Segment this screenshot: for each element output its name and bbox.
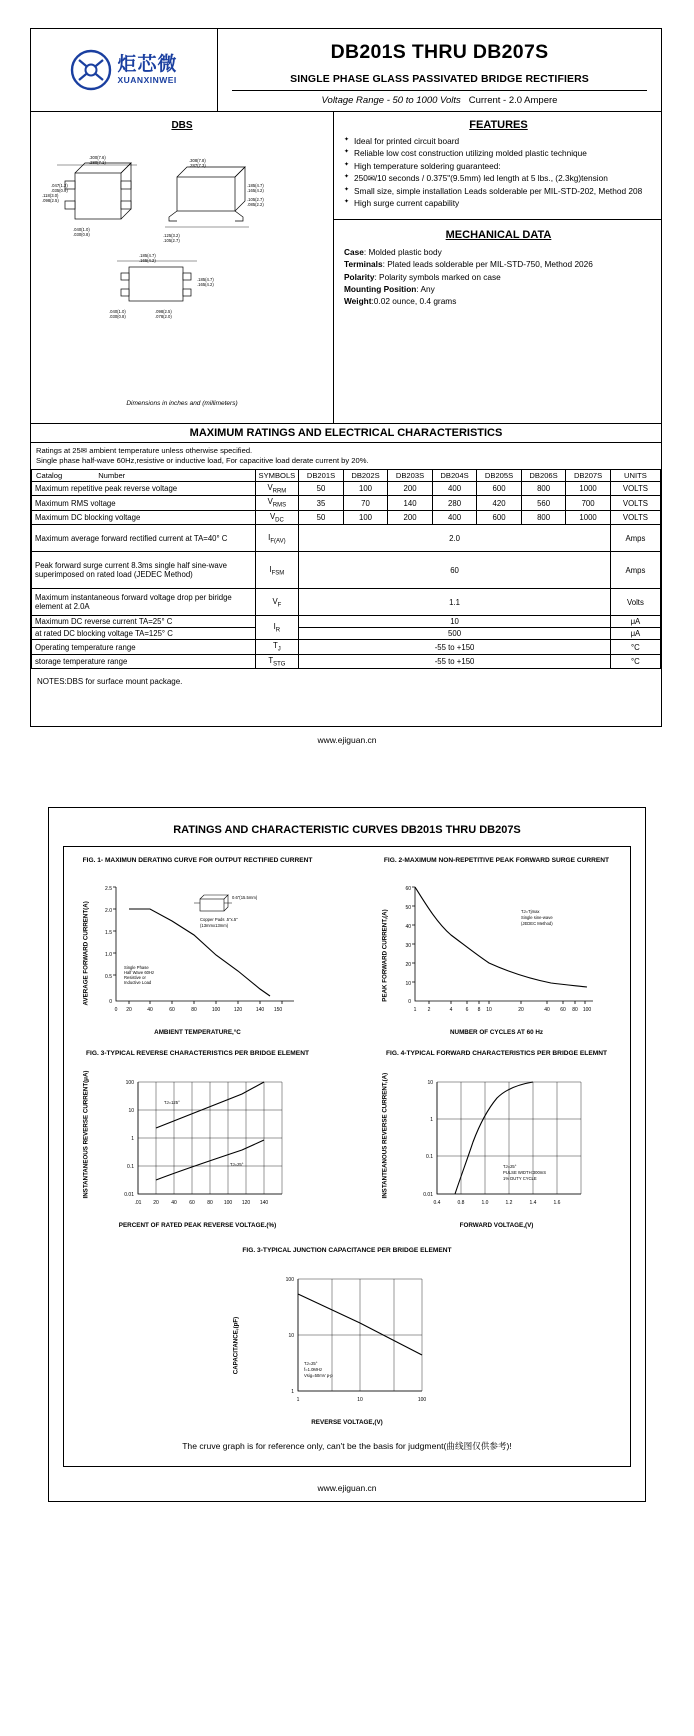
svg-text:40: 40 (147, 1007, 153, 1014)
svg-text:0.01: 0.01 (124, 1192, 134, 1199)
chart-fig2-ylabel: PEAK FORWARD CURRENT,(A) (381, 909, 389, 1003)
brand-name-cn: 炬芯微 (117, 53, 178, 76)
row-unit: Volts (610, 589, 660, 616)
chart-fig3-xlabel: PERCENT OF RATED PEAK REVERSE VOLTAGE.(%) (118, 1222, 277, 1230)
brand-name-en: XUANXINWEI (117, 74, 177, 85)
svg-text:.300(7.6): .300(7.6) (89, 155, 106, 160)
row-value: 100 (343, 510, 388, 525)
mechanical-key: Weight (344, 296, 372, 307)
svg-text:10: 10 (356, 1397, 363, 1404)
col-catalog: Catalog (36, 470, 63, 480)
row-value: 400 (432, 481, 477, 496)
chart-fig4 (369, 1050, 624, 1229)
datasheet-page (0, 28, 694, 1502)
mechanical-key: Case (344, 246, 364, 257)
row-value: 50 (299, 481, 344, 496)
svg-text:0.5: 0.5 (105, 974, 112, 981)
chart-fig1 (70, 857, 325, 1036)
svg-text:2: 2 (427, 1007, 431, 1014)
svg-text:140: 140 (259, 1200, 269, 1207)
row-symbol: $T_{STG}$ (255, 654, 299, 669)
svg-text:TJ=25°: TJ=25° (230, 1162, 244, 1168)
svg-text:1: 1 (296, 1397, 299, 1404)
svg-text:1: 1 (430, 1117, 433, 1124)
chart-fig5-title: FIG. 3-TYPICAL JUNCTION CAPACITANCE PER BRIDGE ELEMENT (242, 1247, 452, 1255)
row-value-span: 10 (299, 616, 611, 628)
mechanical-row (344, 259, 653, 270)
chart-fig4-title: FIG. 4-TYPICAL FORWARD CHARACTERISTICS PER BRIDGE ELEMNT (385, 1050, 608, 1058)
svg-text:20: 20 (518, 1007, 524, 1014)
svg-text:TJ=25°: TJ=25° (503, 1164, 517, 1170)
svg-text:.085(2.2): .085(2.2) (247, 202, 264, 207)
svg-text:100: 100 (211, 1007, 221, 1014)
svg-text:40: 40 (405, 924, 411, 931)
ratings-note-2: Single phase half-wave 60Hz,resistive or inductive load, For capacitive load derate current by 20%. (36, 455, 369, 465)
row-value: 400 (432, 510, 477, 525)
header-symbols: SYMBOLS (255, 469, 299, 481)
row-symbol: $I_R$ (255, 616, 299, 640)
table-row (32, 481, 661, 496)
curves-container (63, 846, 631, 1467)
svg-text:(JEDEC Method): (JEDEC Method) (521, 921, 553, 927)
features-list (344, 136, 653, 210)
row-symbol: $V_F$ (255, 589, 299, 616)
svg-text:40: 40 (171, 1200, 177, 1207)
chart-fig1-xlabel: AMBIENT TEMPERATURE,°C (154, 1029, 241, 1037)
dimension-note: Dimensions in inches and (millimeters) (126, 400, 238, 407)
row-value: 200 (388, 510, 433, 525)
features-mechanical-panel (334, 112, 661, 423)
page-title: DB201S THRU DB207S (330, 41, 549, 63)
curves-disclaimer: The cruve graph is for reference only, can't be the basis for judgment(曲线图仅供参考)! (182, 1441, 512, 1452)
mechanical-row (344, 296, 653, 307)
header-catalog-number (32, 469, 256, 481)
svg-text:100: 100 (582, 1007, 592, 1014)
table-row (32, 552, 661, 589)
feature-item: ✦ Ideal for printed circuit board (344, 136, 653, 147)
row-value-span: -55 to +150 (299, 654, 611, 669)
chart-fig5-plot (232, 1267, 475, 1417)
mechanical-value: :0.02 ounce, 0.4 grams (371, 296, 457, 307)
row-unit: °C (610, 640, 660, 655)
row-value: 50 (299, 510, 344, 525)
row-description: Peak forward surge current 8.3ms single half sine-wave superimposed on rated load (JEDEC Method) (32, 552, 256, 589)
row-value: 600 (477, 510, 522, 525)
svg-text:.118(3.0): .118(3.0) (42, 193, 59, 198)
header-part: DB204S (432, 469, 477, 481)
svg-text:1.5: 1.5 (105, 930, 112, 937)
row-value: 1000 (566, 481, 611, 496)
chart-fig4-ylabel: INSTANTEANOUS REVERSE CURRENT,(A) (381, 1073, 389, 1199)
svg-text:1: 1 (290, 1389, 294, 1396)
row-value: 800 (521, 510, 566, 525)
svg-text:1% DUTY CYCLE: 1% DUTY CYCLE (503, 1176, 537, 1182)
sheet-two (48, 807, 646, 1502)
row-description: Maximum average forward rectified current at TA=40° C (32, 525, 256, 552)
page-subtitle: SINGLE PHASE GLASS PASSIVATED BRIDGE RECTIFIERS (290, 73, 589, 85)
svg-text:60: 60 (405, 886, 411, 893)
svg-text:2.5: 2.5 (105, 886, 112, 893)
svg-text:TJ=125°: TJ=125° (164, 1100, 180, 1106)
voltage-current-line (222, 95, 657, 106)
table-row (32, 616, 661, 628)
svg-text:10: 10 (287, 1333, 294, 1340)
package-dimension-drawing (37, 135, 327, 415)
features-heading: FEATURES (469, 119, 528, 131)
chart-fig5-ylabel: CAPACITANCE,(pF) (232, 1317, 239, 1375)
svg-text:(13mmx13mm): (13mmx13mm) (200, 923, 229, 929)
table-row (32, 589, 661, 616)
svg-text:Vsig=50mV p-p: Vsig=50mV p-p (303, 1373, 333, 1379)
row-symbol: $I_{FSM}$ (255, 552, 299, 589)
row-description: at rated DC blocking voltage TA=125° C (32, 628, 256, 640)
table-footnote: NOTES:DBS for surface mount package. (37, 677, 183, 687)
table-row (32, 640, 661, 655)
row-value: 700 (566, 496, 611, 511)
svg-text:1: 1 (131, 1136, 134, 1143)
row-unit: μA (610, 616, 660, 628)
mechanical-heading: MECHANICAL DATA (445, 228, 552, 241)
svg-text:.030(0.8): .030(0.8) (73, 232, 90, 237)
svg-text:0.1: 0.1 (426, 1154, 433, 1161)
feature-item: ✦ Reliable low cost construction utilizing molded plastic technique (344, 148, 653, 159)
chart-fig2-xlabel: NUMBER OF CYCLES AT 60 Hz (449, 1029, 544, 1037)
charts-row-2 (70, 1050, 624, 1229)
current-label: Current - (468, 95, 507, 106)
document-header (31, 29, 661, 112)
brand-logo (31, 29, 218, 111)
package-label: DBS (171, 120, 193, 131)
svg-text:60: 60 (169, 1007, 175, 1014)
svg-text:.185(4.7): .185(4.7) (197, 277, 214, 282)
ratings-notes (31, 443, 661, 469)
svg-text:80: 80 (572, 1007, 578, 1014)
svg-text:.185(4.7): .185(4.7) (247, 183, 264, 188)
header-part: DB205S (477, 469, 522, 481)
row-value: 140 (388, 496, 433, 511)
charts-row-1 (70, 857, 624, 1036)
package-and-features (31, 112, 661, 424)
chart-fig5-xlabel: REVERSE VOLTAGE,(V) (311, 1419, 383, 1427)
svg-text:1.0: 1.0 (105, 952, 112, 959)
row-unit: °C (610, 654, 660, 669)
chart-fig2-title: FIG. 2-MAXIMUM NON-REPETITIVE PEAK FORWARD SURGE CURRENT (383, 857, 610, 865)
svg-text:Copper Pads .5"x.5": Copper Pads .5"x.5" (200, 917, 238, 923)
svg-text:100: 100 (285, 1277, 294, 1284)
footer-url-page1: www.ejiguan.cn (317, 735, 377, 746)
svg-text:1.4: 1.4 (529, 1200, 537, 1207)
mechanical-value: : Polarity symbols marked on case (374, 271, 501, 282)
row-symbol: $V_{RRM}$ (255, 481, 299, 496)
row-value: 800 (521, 481, 566, 496)
svg-text:f=1.0MHz: f=1.0MHz (303, 1367, 322, 1373)
svg-text:60: 60 (560, 1007, 566, 1014)
chart-fig1-plot (82, 877, 325, 1027)
row-value: 35 (299, 496, 344, 511)
svg-text:40: 40 (544, 1007, 550, 1014)
svg-text:20: 20 (153, 1200, 159, 1207)
row-symbol: $T_J$ (255, 640, 299, 655)
row-value: 420 (477, 496, 522, 511)
voltage-range: Voltage Range - 50 to 1000 Volts (321, 95, 461, 106)
header-part: DB207S (566, 469, 611, 481)
feature-item: ✦ 250✉/10 seconds / 0.375"(9.5mm) led length at 5 lbs., (2.3kg)tension (344, 173, 653, 184)
chart-fig3-ylabel: INSTANTANEOUS REVERSE CURRENT(μA) (82, 1070, 90, 1199)
header-part: DB201S (299, 469, 344, 481)
chart-fig5 (220, 1247, 475, 1426)
sheet-one (30, 28, 662, 727)
ratings-note-1: Ratings at 25✉ ambient temperature unless otherwise specified. (36, 446, 253, 455)
header-titles (218, 29, 661, 111)
row-symbol: $I_{F(AV)}$ (255, 525, 299, 552)
row-unit: VOLTS (610, 481, 660, 496)
mechanical-row (344, 247, 653, 258)
svg-text:TJ=Tjmax: TJ=Tjmax (521, 909, 540, 915)
row-description: Maximum instantaneous forward voltage drop per biridge element at 2.0A (32, 589, 256, 616)
svg-text:60: 60 (189, 1200, 195, 1207)
chart-fig1-title: FIG. 1- MAXIMUN DERATING CURVE FOR OUTPUT RECTIFIED CURRENT (82, 857, 313, 865)
curves-heading: RATINGS AND CHARACTERISTIC CURVES DB201S THRU DB207S (173, 824, 521, 837)
svg-text:6: 6 (465, 1007, 469, 1014)
chart-fig3-title: FIG. 3-TYPICAL REVERSE CHARACTERISTICS PER BRIDGE ELEMENT (86, 1050, 309, 1058)
svg-text:10: 10 (427, 1080, 433, 1087)
svg-text:0.1: 0.1 (127, 1164, 134, 1171)
mechanical-value: : Plated leads solderable per MIL-STD-750, Method 2026 (382, 259, 593, 270)
svg-text:10: 10 (486, 1007, 492, 1014)
mechanical-value: : Any (416, 283, 435, 294)
specifications-table (31, 469, 661, 670)
chart-fig3 (70, 1050, 325, 1229)
svg-text:0.8: 0.8 (457, 1200, 465, 1207)
svg-text:Single Phase: Single Phase (124, 965, 149, 971)
svg-text:.035(0.9): .035(0.9) (51, 188, 68, 193)
mechanical-key: Polarity (344, 271, 375, 282)
svg-text:.165(4.2): .165(4.2) (139, 258, 156, 263)
header-part: DB206S (521, 469, 566, 481)
svg-text:0.6"(15.5mm): 0.6"(15.5mm) (232, 895, 258, 901)
row-unit: Amps (610, 525, 660, 552)
mechanical-key: Mounting Position (344, 283, 417, 294)
row-value: 560 (521, 496, 566, 511)
svg-text:.165(4.2): .165(4.2) (197, 282, 214, 287)
svg-text:8: 8 (477, 1007, 481, 1014)
svg-text:.185(4.7): .185(4.7) (139, 253, 156, 258)
chart-fig1-ylabel: AVERAGE FORWARD CURRENT(A) (82, 901, 90, 1006)
svg-text:2.0: 2.0 (105, 908, 112, 915)
feature-item: ✦ Small size, simple installation Leads solderable per MIL-STD-202, Method 208 (344, 186, 653, 197)
table-row (32, 654, 661, 669)
svg-text:20: 20 (126, 1007, 132, 1014)
features-section (334, 112, 661, 220)
svg-text:1.6: 1.6 (553, 1200, 561, 1207)
table-row (32, 510, 661, 525)
header-part: DB202S (343, 469, 388, 481)
svg-text:100: 100 (125, 1080, 134, 1087)
logo-icon (70, 49, 112, 91)
svg-text:.030(0.8): .030(0.8) (109, 314, 126, 319)
svg-text:.01: .01 (134, 1200, 142, 1207)
chart-fig4-plot (381, 1070, 624, 1220)
svg-text:140: 140 (255, 1007, 265, 1014)
svg-text:4: 4 (449, 1007, 453, 1014)
header-units: UNITS (610, 469, 660, 481)
footer-url-page2: www.ejiguan.cn (317, 1483, 377, 1494)
svg-text:20: 20 (405, 962, 411, 969)
header-divider (232, 90, 647, 91)
row-symbol: $V_{RMS}$ (255, 496, 299, 511)
row-value: 200 (388, 481, 433, 496)
row-description: Maximum DC blocking voltage (32, 510, 256, 525)
svg-text:100: 100 (223, 1200, 233, 1207)
package-drawing-panel (31, 112, 334, 423)
svg-text:10: 10 (128, 1108, 134, 1115)
row-value: 1000 (566, 510, 611, 525)
col-number: Number (98, 470, 126, 480)
header-part: DB203S (388, 469, 433, 481)
svg-text:.280(7.1): .280(7.1) (89, 160, 106, 165)
svg-text:0.4: 0.4 (433, 1200, 441, 1207)
svg-text:50: 50 (405, 905, 411, 912)
svg-text:30: 30 (405, 943, 411, 950)
svg-text:0: 0 (109, 999, 112, 1006)
svg-text:.165(4.2): .165(4.2) (247, 188, 264, 193)
svg-text:.098(2.5): .098(2.5) (155, 309, 172, 314)
table-row (32, 525, 661, 552)
mechanical-value: : Molded plastic body (363, 246, 442, 257)
svg-text:120: 120 (233, 1007, 243, 1014)
mechanical-section (334, 220, 661, 423)
row-unit: μA (610, 628, 660, 640)
svg-text:.105(2.7): .105(2.7) (247, 197, 264, 202)
row-value-span: 500 (299, 628, 611, 640)
svg-text:.287(7.3): .287(7.3) (189, 163, 206, 168)
current-value: 2.0 Ampere (508, 95, 558, 106)
svg-text:1: 1 (413, 1007, 417, 1014)
table-header-row (32, 469, 661, 481)
svg-text:0.01: 0.01 (423, 1192, 433, 1199)
row-value-span: 60 (299, 552, 611, 589)
svg-text:PULSE WIDTH:300mS: PULSE WIDTH:300mS (503, 1170, 547, 1176)
chart-fig2 (369, 857, 624, 1036)
table-row (32, 496, 661, 511)
row-description: storage temperature range (32, 654, 256, 669)
svg-text:.078(2.0): .078(2.0) (155, 314, 172, 319)
mechanical-row (344, 272, 653, 283)
ratings-heading: MAXIMUM RATINGS AND ELECTRICAL CHARACTERISTICS (31, 424, 661, 443)
svg-text:100: 100 (417, 1397, 426, 1404)
row-value: 100 (343, 481, 388, 496)
table-row (32, 628, 661, 640)
row-value-span: -55 to +150 (299, 640, 611, 655)
svg-text:80: 80 (191, 1007, 197, 1014)
svg-text:.040(1.0): .040(1.0) (73, 227, 90, 232)
svg-text:Resistive or: Resistive or (124, 975, 146, 981)
row-description: Operating temperature range (32, 640, 256, 655)
svg-text:.125(3.2): .125(3.2) (163, 233, 180, 238)
svg-text:TJ=25°: TJ=25° (303, 1361, 317, 1367)
row-value: 280 (432, 496, 477, 511)
row-value-span: 2.0 (299, 525, 611, 552)
svg-text:Half Wave 60Hz: Half Wave 60Hz (124, 970, 155, 976)
row-symbol: $V_{DC}$ (255, 510, 299, 525)
svg-text:Inductive Load: Inductive Load (124, 980, 152, 986)
row-description: Maximum DC reverse current TA=25° C (32, 616, 256, 628)
chart-fig3-plot (82, 1070, 325, 1220)
svg-text:.040(1.0): .040(1.0) (109, 309, 126, 314)
row-unit: VOLTS (610, 510, 660, 525)
svg-text:120: 120 (241, 1200, 251, 1207)
row-description: Maximum RMS voltage (32, 496, 256, 511)
chart-fig2-plot (381, 877, 624, 1027)
svg-text:0: 0 (114, 1007, 118, 1014)
feature-item: ✦ High temperature soldering guaranteed: (344, 161, 653, 172)
row-value: 600 (477, 481, 522, 496)
mechanical-key: Terminals (344, 259, 383, 270)
svg-text:0: 0 (408, 999, 411, 1006)
row-value-span: 1.1 (299, 589, 611, 616)
chart-fig4-xlabel: FORWARD VOLTAGE,(V) (459, 1222, 534, 1230)
svg-text:.105(2.7): .105(2.7) (163, 238, 180, 243)
row-description: Maximum repetitive peak reverse voltage (32, 481, 256, 496)
row-unit: VOLTS (610, 496, 660, 511)
feature-item: ✦ High surge current capability (344, 198, 653, 209)
mechanical-row (344, 284, 653, 295)
svg-text:10: 10 (405, 981, 411, 988)
svg-text:1.2: 1.2 (505, 1200, 513, 1207)
svg-text:Single sine-wave: Single sine-wave (521, 915, 553, 921)
svg-text:150: 150 (273, 1007, 283, 1014)
row-unit: Amps (610, 552, 660, 589)
svg-text:80: 80 (207, 1200, 213, 1207)
charts-row-3 (70, 1247, 624, 1426)
svg-text:1.0: 1.0 (481, 1200, 489, 1207)
svg-text:.047(1.2): .047(1.2) (51, 183, 68, 188)
row-value: 70 (343, 496, 388, 511)
svg-text:.308(7.8): .308(7.8) (189, 158, 206, 163)
svg-text:.098(2.5): .098(2.5) (42, 198, 59, 203)
